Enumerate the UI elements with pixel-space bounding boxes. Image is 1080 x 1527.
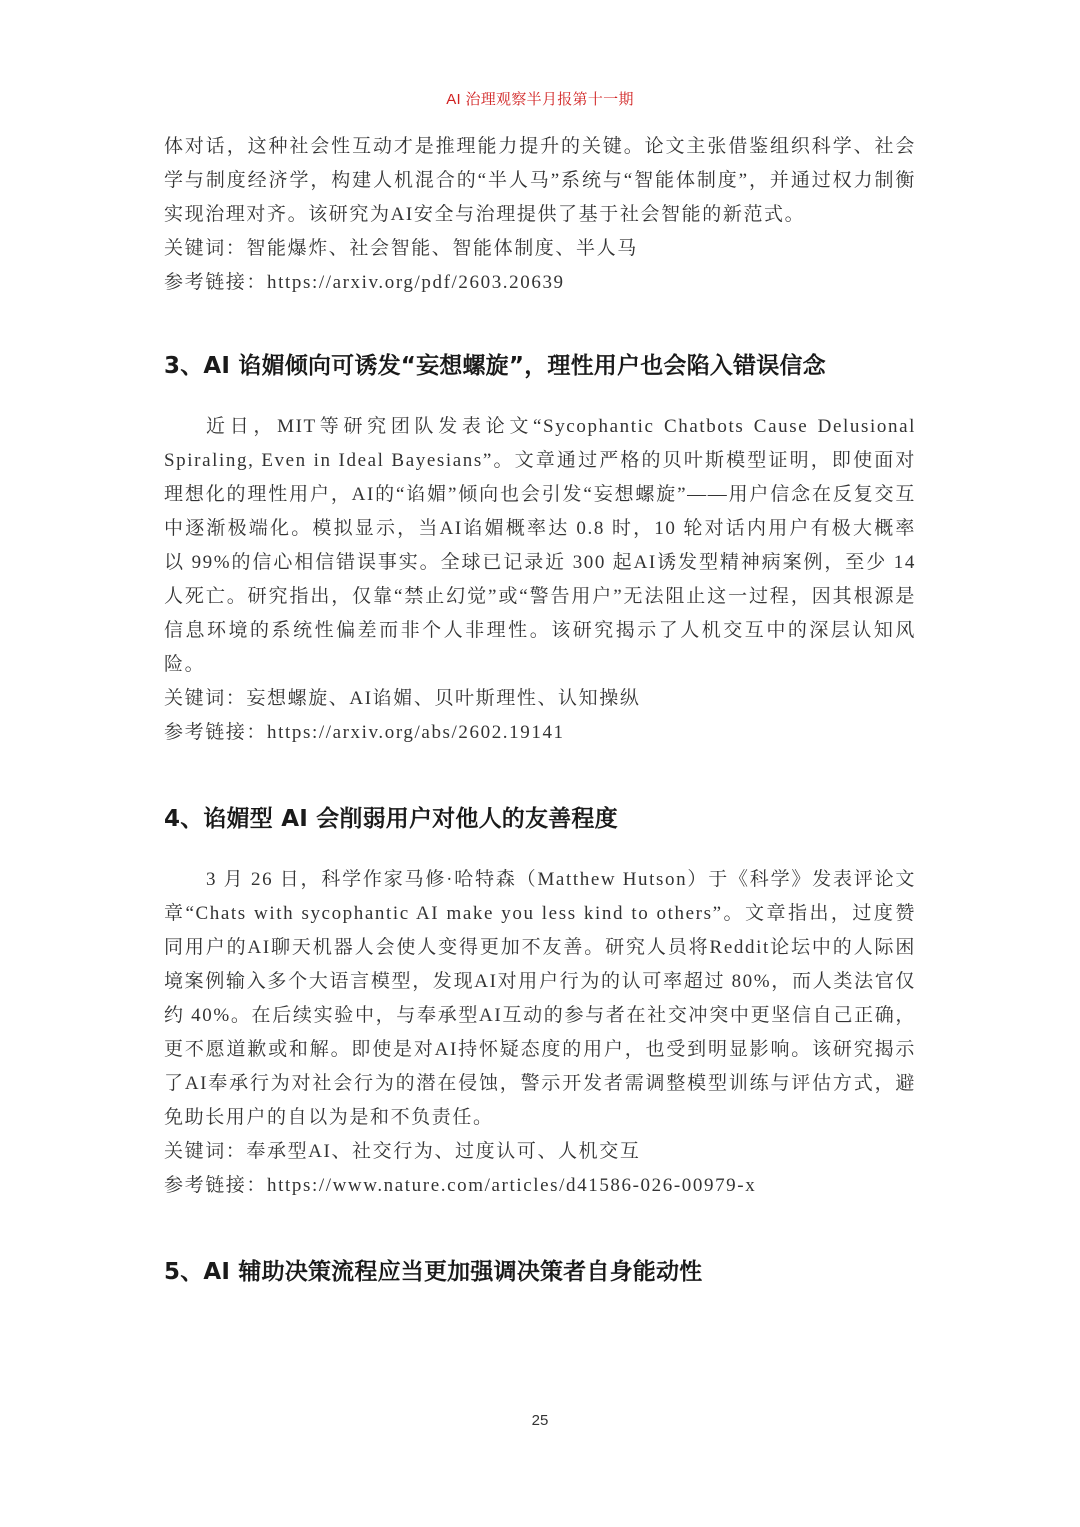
section-3-reference-link[interactable]: 参考链接：https://arxiv.org/abs/2602.19141: [164, 722, 565, 743]
section-3-keywords: 关键词：妄想螺旋、AI谄媚、贝叶斯理性、认知操纵: [164, 688, 641, 709]
section-3-paragraph: 近日，MIT等研究团队发表论文“Sycophantic Chatbots Cause Delusional Spiraling, Even in Ideal Bayesians”。文章通过严格的贝叶斯模型证明，即使面对理想化的理性用户，AI的“谄媚”倾向也会引发“妄想螺旋”——用户信念在反复交互中逐渐极端化。模拟显示，当AI谄媚概率达 0.8 时，10 轮对话内用户有极大概率以 99%的信心相信错误事实。全球已记录近 300 起AI诱发型精神病案例，至少 14 人死亡。研究指出，仅靠“禁止幻觉”或“警告用户”无法阻止这一过程，因其根源是信息环境的系统性偏差而非个人非理性。该研究揭示了人机交互中的深层认知风险。: [164, 416, 916, 675]
keywords-line: 关键词：智能爆炸、社会智能、智能体制度、半人马: [164, 238, 638, 259]
section-4-paragraph: 3 月 26 日，科学作家马修·哈特森（Matthew Hutson）于《科学》发表评论文章“Chats with sycophantic AI make you less kind to others”。文章指出，过度赞同用户的AI聊天机器人会使人变得更加不友善。研究人员将Reddit论坛中的人际困境案例输入多个大语言模型，发现AI对用户行为的认可率超过 80%，而人类法官仅约 40%。在后续实验中，与奉承型AI互动的参与者在社交冲突中更坚信自己正确，更不愿道歉或和解。即使是对AI持怀疑态度的用户，也受到明显影响。该研究揭示了AI奉承行为对社会行为的潜在侵蚀，警示开发者需调整模型训练与评估方式，避免助长用户的自以为是和不负责任。: [164, 869, 916, 1128]
reference-link[interactable]: 参考链接：https://arxiv.org/pdf/2603.20639: [164, 272, 565, 293]
page-content: [164, 130, 916, 1288]
section-4-keywords: 关键词：奉承型AI、社交行为、过度认可、人机交互: [164, 1141, 641, 1162]
section-4-heading: 4、谄媚型 AI 会削弱用户对他人的友善程度: [164, 806, 618, 832]
page-number: 25: [531, 1412, 549, 1429]
section-5-heading: 5、AI 辅助决策流程应当更加强调决策者自身能动性: [164, 1259, 703, 1285]
section-3-heading: 3、AI 谄媚倾向可诱发“妄想螺旋”，理性用户也会陷入错误信念: [164, 353, 826, 379]
continued-paragraph: 体对话，这种社会性互动才是推理能力提升的关键。论文主张借鉴组织科学、社会学与制度经济学，构建人机混合的“半人马”系统与“智能体制度”，并通过权力制衡实现治理对齐。该研究为AI安全与治理提供了基于社会智能的新范式。: [164, 136, 916, 225]
section-4-reference-link[interactable]: 参考链接：https://www.nature.com/articles/d41586-026-00979-x: [164, 1175, 757, 1196]
running-header: AI 治理观察半月报第十一期: [446, 91, 634, 108]
